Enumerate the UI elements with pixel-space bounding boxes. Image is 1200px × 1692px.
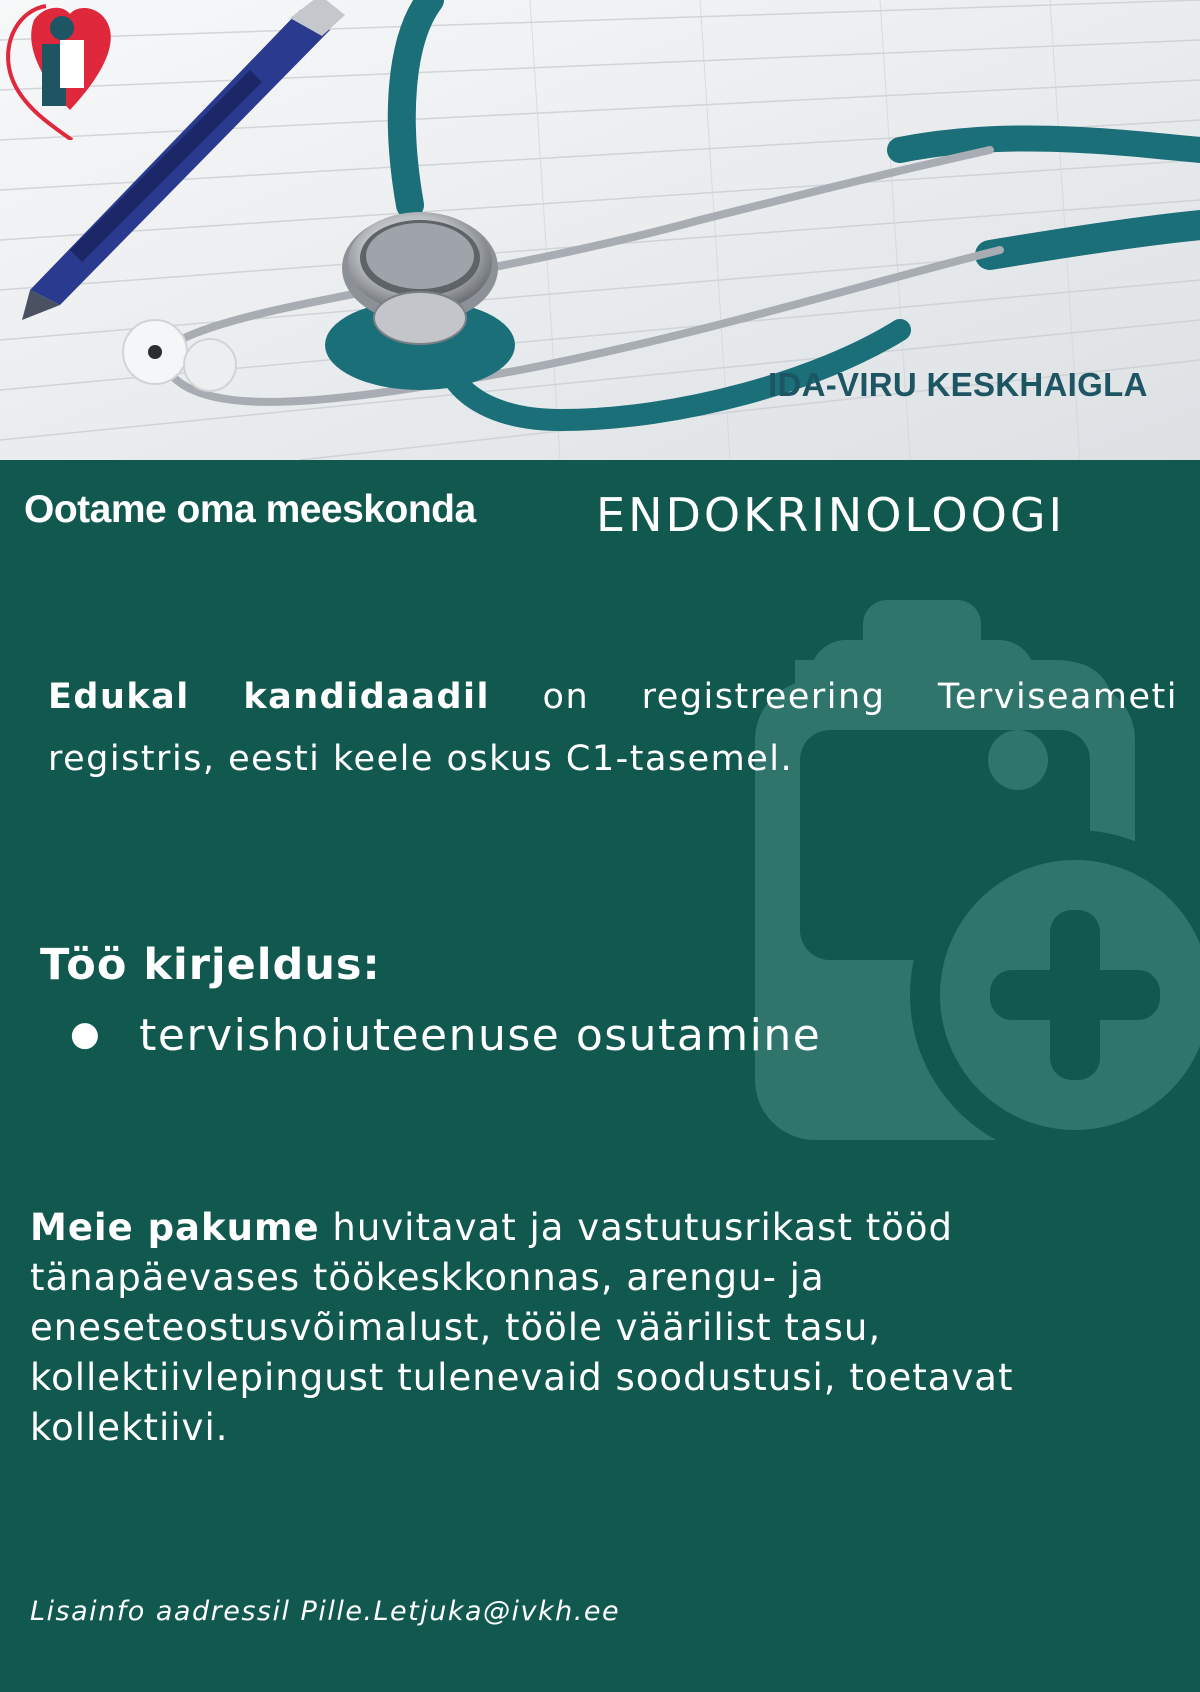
requirements-lead: Edukal kandidaadil (48, 677, 491, 717)
duty-text: tervishoiuteenuse osutamine (139, 1010, 822, 1061)
bullet-icon: ● (70, 1014, 102, 1054)
headline-lead: Ootame oma meeskonda (24, 488, 476, 531)
requirements-paragraph (48, 666, 1178, 790)
hero-photo (0, 0, 1200, 460)
requirements-text: on registreering Terviseameti registris, eesti keele oskus C1-tasemel. (48, 677, 1179, 779)
offer-lead: Meie pakume (30, 1206, 320, 1249)
offer-paragraph (30, 1203, 1150, 1453)
contact-line: Lisainfo aadressil Pille.Letjuka@ivkh.ee (30, 1596, 621, 1627)
offer-text: huvitavat ja vastutusrikast tööd tänapäevases töökeskkonnas, arengu- ja eneseteostusvõimalust, tööle väärilist tasu, kollektiivlepingust tulenevaid soodustusi, toetavat kollektiivi. (30, 1206, 1014, 1449)
duties-list (70, 1010, 821, 1061)
headline (24, 488, 476, 532)
position-title: ENDOKRINOLOOGI (596, 488, 1066, 542)
hospital-name: IDA-VIRU KESKHAIGLA (768, 366, 1148, 403)
list-item (70, 1010, 821, 1061)
duties-heading: Töö kirjeldus: (40, 940, 381, 990)
hospital-logo-icon (0, 0, 130, 140)
